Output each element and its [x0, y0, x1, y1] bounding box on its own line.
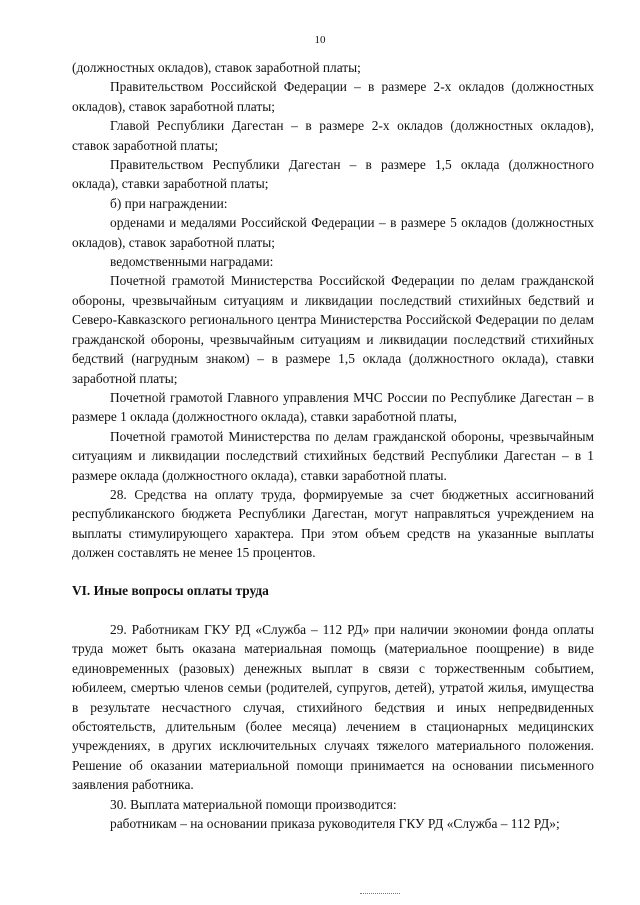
paragraph: б) при награждении: — [110, 195, 228, 211]
paragraph: Правительством Российской Федерации – в размере 2-х окладов (должностных окладов), ставок заработной платы; — [72, 79, 594, 114]
document-body — [72, 58, 594, 833]
paragraphs-after-section — [72, 620, 594, 833]
paragraph: работникам – на основании приказа руководителя ГКУ РД «Служба – 112 РД»; — [110, 816, 560, 832]
paragraph: ведомственными наградами: — [110, 254, 274, 270]
paragraph: Почетной грамотой Министерства Российской Федерации по делам гражданской обороны, чрезвычайным ситуациям и ликвидации последствий стихийных бедствий и Северо-Кавказского регионального центра Министерства Российской Федерации по делам гражданской обороны, чрезвычайным ситуациям и ликвидации последствий стихийных бедствий (нагрудным знаком) – в размере 1,5 оклада (должностного оклада), ставки заработной платы; — [72, 273, 594, 386]
paragraph: 30. Выплата материальной помощи производится: — [110, 796, 397, 812]
paragraphs-before-section — [72, 58, 594, 563]
paragraph: 29. Работникам ГКУ РД «Служба – 112 РД» при наличии экономии фонда оплаты труда может быть оказана материальная помощь (материальное поощрение) в виде единовременных (разовых) денежных выплат в связи с торжественным событием, юбилеем, смертью членов семьи (родителей, супругов, детей), утратой жилья, имущества в результате несчастного случая, стихийного бедствия и иных непредвиденных обстоятельств, длительным (более месяца) лечением в стационарных медицинских учреждениях, в других исключительных случаях тяжелого материального положения. Решение об оказании материальной помощи принимается на основании письменного заявления работника. — [72, 621, 594, 793]
page-number: 10 — [314, 34, 326, 46]
paragraph: Почетной грамотой Министерства по делам гражданской обороны, чрезвычайным ситуациям и ликвидации последствий стихийных бедствий Республики Дагестан – в 1 размере оклада (должностного оклада), ставки заработной платы. — [72, 428, 594, 483]
paragraph: 28. Средства на оплату труда, формируемые за счет бюджетных ассигнований республиканского бюджета Республики Дагестан, могут направляться учреждением на выплаты стимулирующего характера. При этом объем средств на указанные выплаты должен составлять не менее 15 процентов. — [72, 486, 594, 561]
paragraph: (должностных окладов), ставок заработной платы; — [72, 60, 361, 75]
section-title: VI. Иные вопросы оплаты труда — [72, 582, 269, 598]
paragraph: Правительством Республики Дагестан – в размере 1,5 оклада (должностного оклада), ставки заработной платы; — [72, 157, 594, 192]
paragraph: орденами и медалями Российской Федерации – в размере 5 окладов (должностных окладов), ставок заработной платы; — [72, 215, 594, 250]
paragraph: Почетной грамотой Главного управления МЧС России по Республике Дагестан – в размере 1 оклада (должностного оклада), ставки заработной платы, — [72, 389, 594, 425]
scan-artifact — [360, 893, 400, 898]
paragraph: Главой Республики Дагестан – в размере 2-х окладов (должностных окладов), ставок заработной платы; — [72, 118, 594, 153]
